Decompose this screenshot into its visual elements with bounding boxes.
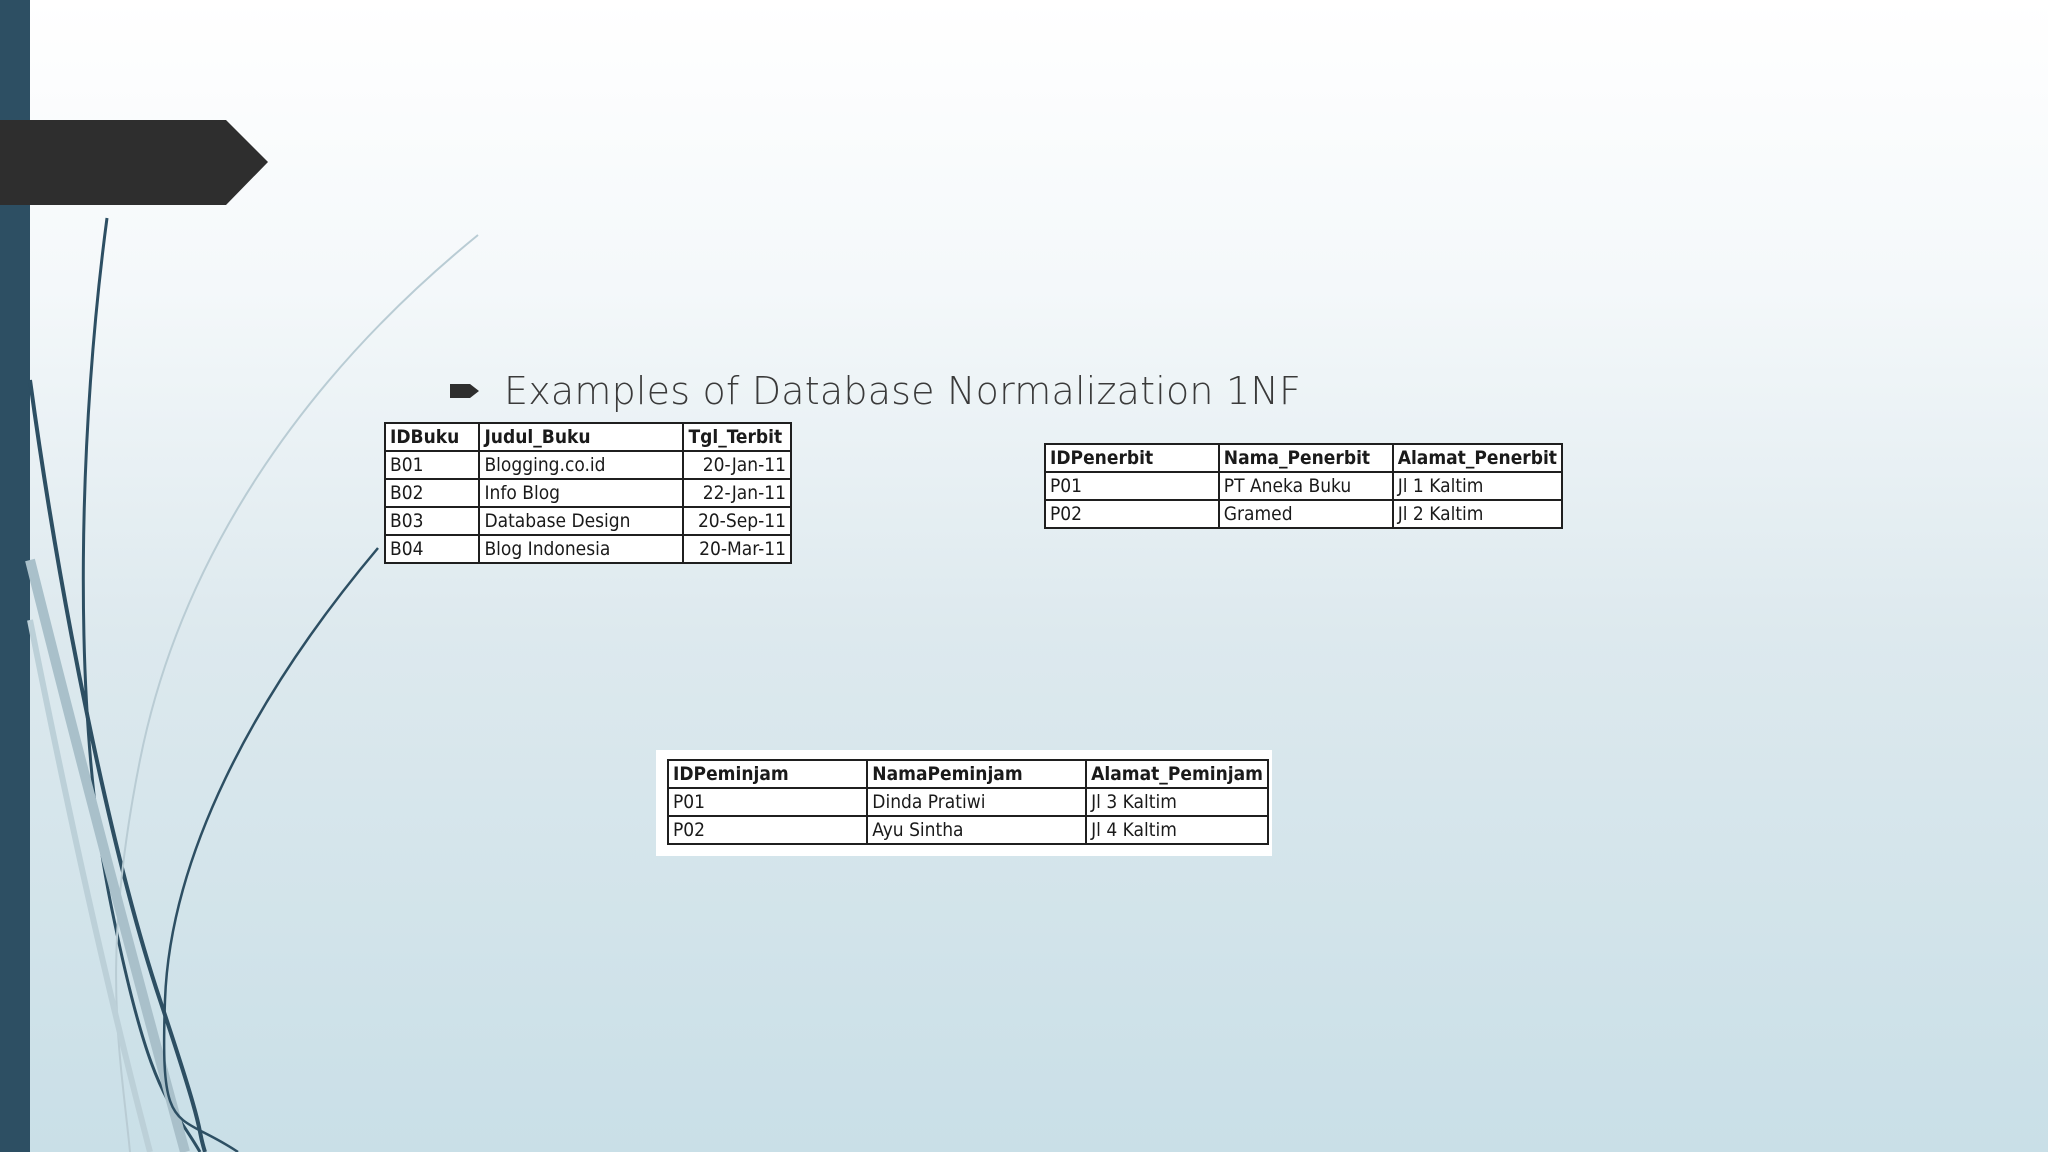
table-cell: Blogging.co.id bbox=[479, 451, 683, 479]
table-cell: 22-Jan-11 bbox=[683, 479, 791, 507]
header-cell: NamaPeminjam bbox=[867, 760, 1086, 788]
table-peminjam bbox=[667, 759, 1269, 845]
table-row bbox=[1045, 472, 1562, 500]
table-cell: B04 bbox=[385, 535, 479, 563]
heading-text: Examples of Database Normalization 1NF bbox=[504, 369, 1302, 413]
table-cell: Jl 3 Kaltim bbox=[1086, 788, 1268, 816]
header-cell: IDPenerbit bbox=[1045, 444, 1219, 472]
table-buku bbox=[384, 422, 792, 564]
table-cell: B02 bbox=[385, 479, 479, 507]
table-cell: P01 bbox=[668, 788, 867, 816]
table-cell: Dinda Pratiwi bbox=[867, 788, 1086, 816]
table-cell: Jl 1 Kaltim bbox=[1393, 472, 1562, 500]
table-header-row bbox=[668, 760, 1268, 788]
table-cell: P01 bbox=[1045, 472, 1219, 500]
table-cell: B03 bbox=[385, 507, 479, 535]
header-cell: IDPeminjam bbox=[668, 760, 867, 788]
table-cell: B01 bbox=[385, 451, 479, 479]
header-cell: Judul_Buku bbox=[479, 423, 683, 451]
slide-heading bbox=[450, 366, 1301, 416]
table-cell: Info Blog bbox=[479, 479, 683, 507]
table-penerbit bbox=[1044, 443, 1563, 529]
table-row bbox=[385, 479, 791, 507]
table-row bbox=[385, 451, 791, 479]
header-cell: Alamat_Peminjam bbox=[1086, 760, 1268, 788]
table-row bbox=[385, 507, 791, 535]
title-tab-shape bbox=[0, 120, 268, 205]
table-cell: Database Design bbox=[479, 507, 683, 535]
header-cell: Alamat_Penerbit bbox=[1393, 444, 1562, 472]
table-cell: PT Aneka Buku bbox=[1219, 472, 1393, 500]
table-cell: P02 bbox=[668, 816, 867, 844]
table-cell: Jl 4 Kaltim bbox=[1086, 816, 1268, 844]
table-header-row bbox=[385, 423, 791, 451]
table-row bbox=[385, 535, 791, 563]
table-cell: P02 bbox=[1045, 500, 1219, 528]
table-row bbox=[668, 788, 1268, 816]
header-cell: IDBuku bbox=[385, 423, 479, 451]
arrow-bullet-icon bbox=[450, 382, 480, 400]
table-cell: Jl 2 Kaltim bbox=[1393, 500, 1562, 528]
table-cell: Gramed bbox=[1219, 500, 1393, 528]
table-cell: Ayu Sintha bbox=[867, 816, 1086, 844]
table-row bbox=[1045, 500, 1562, 528]
table-cell: 20-Mar-11 bbox=[683, 535, 791, 563]
table-cell: 20-Sep-11 bbox=[683, 507, 791, 535]
table-cell: 20-Jan-11 bbox=[683, 451, 791, 479]
table-header-row bbox=[1045, 444, 1562, 472]
header-cell: Nama_Penerbit bbox=[1219, 444, 1393, 472]
table-row bbox=[668, 816, 1268, 844]
header-cell: Tgl_Terbit bbox=[683, 423, 791, 451]
table-cell: Blog Indonesia bbox=[479, 535, 683, 563]
